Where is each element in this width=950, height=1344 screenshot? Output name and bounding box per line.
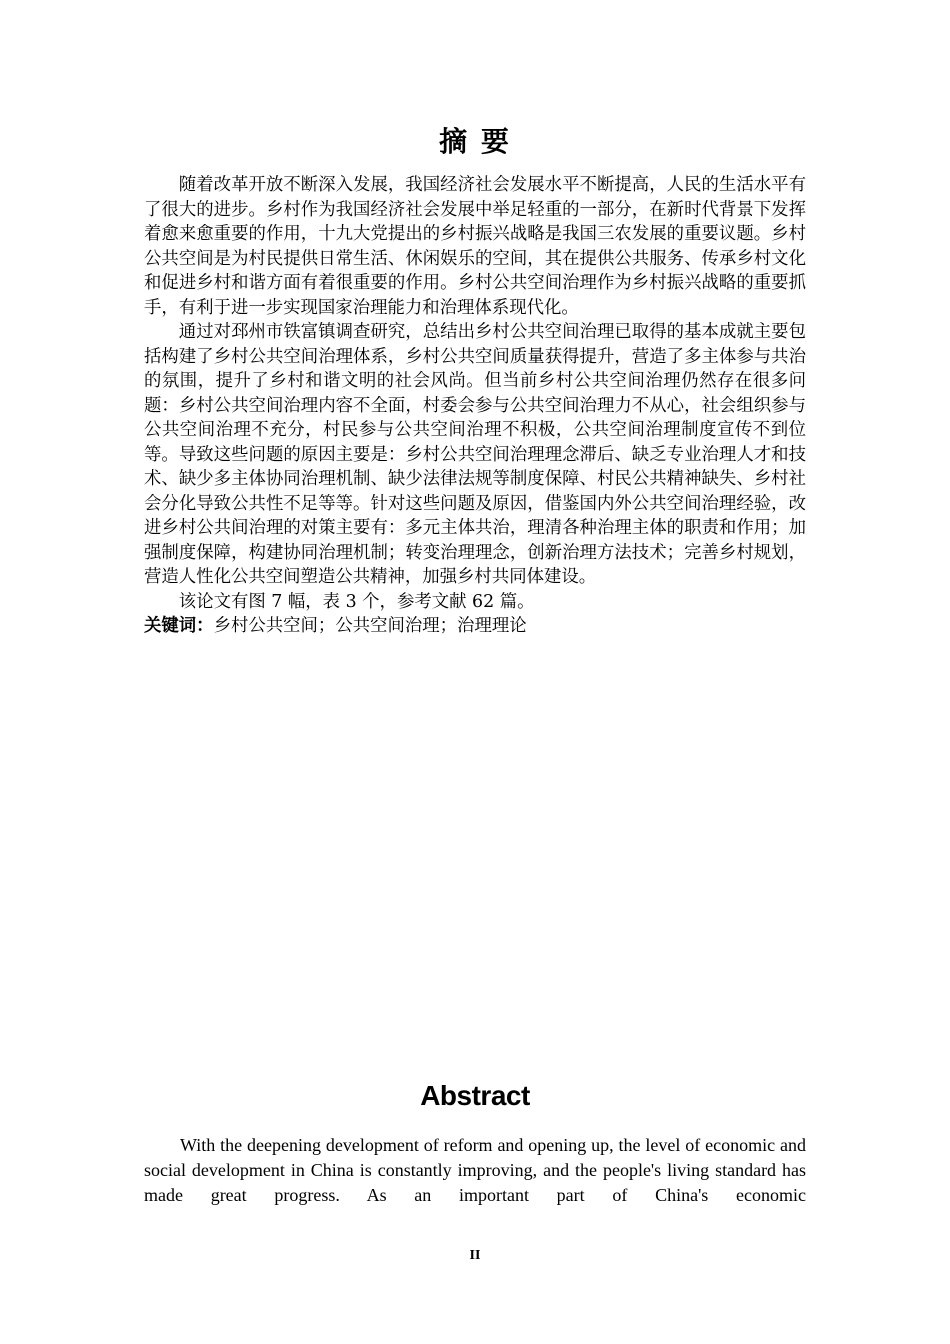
chinese-abstract-title: 摘 要 [439, 125, 511, 158]
english-abstract-title: Abstract [420, 1080, 530, 1111]
english-abstract-paragraph: With the deepening development of reform and opening up, the level of economic and social development in China is constantly improving, and the people's living standard has made great progress. As an important part of China's economic [144, 1135, 806, 1205]
chinese-abstract-body [144, 173, 806, 639]
keywords-text: 乡村公共空间；公共空间治理；治理理论 [213, 616, 527, 636]
chinese-abstract-paragraph-3: 该论文有图 7 幅，表 3 个，参考文献 62 篇。 [178, 591, 535, 612]
page-number: II [469, 1248, 481, 1263]
keywords-label: 关键词： [144, 616, 214, 636]
chinese-abstract-paragraph-1: 随着改革开放不断深入发展，我国经济社会发展水平不断提高，人民的生活水平有了很大的进步。乡村作为我国经济社会发展中举足轻重的一部分，在新时代背景下发挥着愈来愈重要的作用，十九大党提出的乡村振兴战略是我国三农发展的重要议题。乡村公共空间是为村民提供日常生活、休闲娱乐的空间，其在提供公共服务、传承乡村文化和促进乡村和谐方面有着很重要的作用。乡村公共空间治理作为乡村振兴战略的重要抓手，有利于进一步实现国家治理能力和治理体系现代化。 [144, 175, 806, 318]
english-abstract-body [144, 1133, 806, 1208]
keywords-line [144, 614, 806, 639]
chinese-abstract-paragraph-2: 通过对邳州市铁富镇调查研究，总结出乡村公共空间治理已取得的基本成就主要包括构建了乡村公共空间治理体系，乡村公共空间质量获得提升，营造了多主体参与共治的氛围，提升了乡村和谐文明的社会风尚。但当前乡村公共空间治理仍然存在很多问题：乡村公共空间治理内容不全面，村委会参与公共空间治理力不从心，社会组织参与公共空间治理不充分，村民参与公共空间治理不积极，公共空间治理制度宣传不到位等。导致这些问题的原因主要是：乡村公共空间治理理念滞后、缺乏专业治理人才和技术、缺少多主体协同治理机制、缺少法律法规等制度保障、村民公共精神缺失、乡村社会分化导致公共性不足等等。针对这些问题及原因，借鉴国内外公共空间治理经验，改进乡村公共间治理的对策主要有：多元主体共治，理清各种治理主体的职责和作用；加强制度保障，构建协同治理机制；转变治理理念，创新治理方法技术；完善乡村规划，营造人性化公共空间塑造公共精神，加强乡村共同体建设。 [144, 322, 806, 587]
